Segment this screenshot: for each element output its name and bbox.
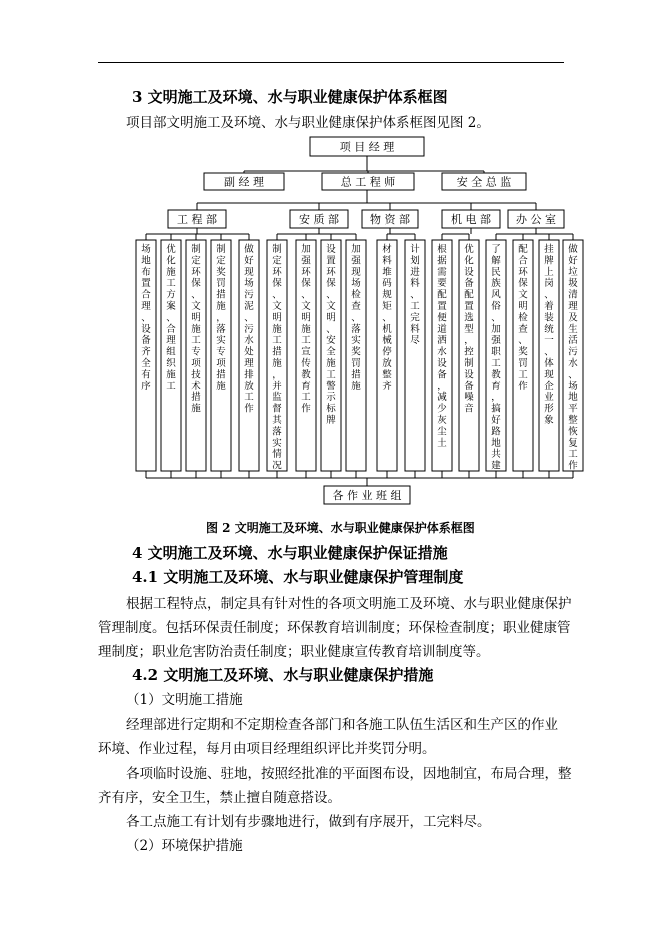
org-bottom-label: 各 作 业 班 组	[332, 489, 402, 502]
org-leaf-3-label: 制定奖罚措施，落实专项措施	[216, 244, 226, 392]
para-1-line-1: 经理部进行定期和不定期检查各部门和各施工队伍生活区和生产区的作业	[126, 717, 558, 733]
org-level3-4-label: 办 公 室	[516, 213, 556, 226]
org-leaf-2-label: 制定环保、文明施工专项技术措施	[191, 244, 201, 415]
org-leaf-4-label: 做好现场污泥、污水处理排放工作	[244, 244, 254, 415]
para-4-1-line-1: 根据工程特点，制定具有针对性的各项文明施工及环境、水与职业健康保护	[126, 596, 572, 612]
org-level3-1-label: 安 质 部	[299, 213, 339, 226]
org-level3-2-label: 物 资 部	[370, 213, 410, 226]
org-leaf-5-label: 制定环保、文明施工措施，并监督其落实情况	[272, 244, 282, 472]
org-leaf-8-label: 加强现场检查、落实奖罚措施	[351, 244, 361, 392]
org-leaf-6-label: 加强环保、文明施工宣传教育工作	[301, 244, 311, 415]
figure-caption: 图 2 文明施工及环境、水与职业健康保护体系框图	[206, 521, 475, 535]
section-3-title: 3 文明施工及环境、水与职业健康保护体系框图	[132, 88, 448, 106]
section-4-1-title: 4.1 文明施工及环境、水与职业健康保护管理制度	[132, 568, 464, 586]
item-2-heading: （2）环境保护措施	[126, 838, 243, 854]
org-leaf-0-label: 场地布置合理、设备齐全有序	[141, 244, 151, 392]
org-leaf-12-label: 优化设备配置选型，控制设备噪音	[464, 244, 474, 415]
para-2-line-2: 齐有序，安全卫生，禁止擅自随意搭设。	[98, 790, 341, 806]
intro-text: 项目部文明施工及环境、水与职业健康保护体系框图见图 2。	[126, 115, 490, 131]
para-4-1-line-2: 管理制度。包括环保责任制度；环保教育培训制度；环保检查制度；职业健康管	[98, 620, 571, 636]
section-4-2-title: 4.2 文明施工及环境、水与职业健康保护措施	[132, 666, 434, 684]
org-leaf-11-label: 根据需要配置便道洒水设备，减少灰尘土	[437, 244, 447, 449]
org-level2-1-label: 总 工 程 师	[340, 175, 396, 189]
org-leaf-13-label: 了解民族风俗、加强职工教育，搞好路地共建	[491, 244, 501, 472]
org-leaf-16-label: 做好垃圾清理及生活污水、场地平整恢复工作	[568, 244, 578, 472]
org-leaf-15-label: 挂牌上岗、着装统一、体现企业形象	[544, 244, 554, 426]
org-level2-0-label: 副 经 理	[224, 175, 264, 189]
para-1-line-2: 环境、作业过程，每月由项目经理组织评比并奖罚分明。	[98, 741, 436, 757]
section-4-title: 4 文明施工及环境、水与职业健康保护保证措施	[132, 544, 448, 562]
para-3: 各工点施工有计划有步骤地进行，做到有序展开，工完料尽。	[126, 814, 491, 830]
item-1-heading: （1）文明施工措施	[126, 692, 243, 708]
org-level2-2-label: 安 全 总 监	[456, 175, 512, 189]
org-leaf-14-label: 配合环保文明检查、奖罚工作	[518, 244, 528, 392]
org-leaf-1-label: 优化施工方案、合理组织施工	[166, 244, 176, 392]
org-level3-0-label: 工 程 部	[177, 213, 217, 226]
org-level3-3-label: 机 电 部	[451, 213, 491, 226]
para-2-line-1: 各项临时设施、驻地，按照经批准的平面图布设，因地制宜，布局合理，整	[126, 766, 572, 782]
org-top-label: 项 目 经 理	[339, 140, 395, 154]
org-leaf-9-label: 材料堆码规矩、机械停放整齐	[382, 244, 392, 392]
org-leaf-7-label: 设置环保、文明、安全施工警示标牌	[326, 244, 336, 426]
para-4-1-line-3: 理制度；职业危害防治责任制度；职业健康宣传教育培训制度等。	[98, 644, 490, 660]
org-leaf-10-label: 计划进料、工完料尽	[410, 244, 420, 347]
